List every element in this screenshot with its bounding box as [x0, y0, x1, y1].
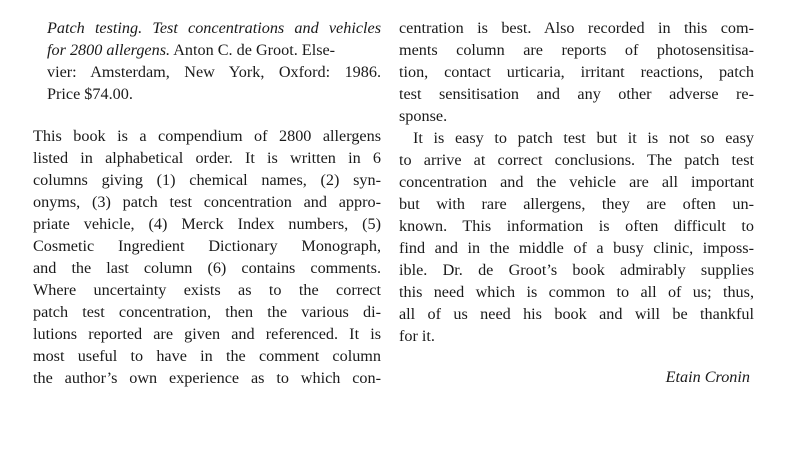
text-line: lutions reported are given and referenced. It is: [33, 325, 381, 343]
left-column: [33, 17, 381, 389]
text-line: listed in alphabetical order. It is written in 6: [33, 149, 381, 167]
book-citation: [33, 17, 381, 105]
citation-line: [33, 17, 381, 39]
text-line: It is easy to patch test but it is not so easy: [413, 129, 754, 147]
text-line: the author’s own experience as to which con-: [33, 369, 381, 387]
text-line: centration is best. Also recorded in this com-: [399, 19, 754, 37]
text-line: This book is a compendium of 2800 allergens: [33, 127, 381, 145]
text-line: to arrive at correct conclusions. The patch test: [399, 151, 754, 169]
text-line: columns giving (1) chemical names, (2) syn-: [33, 171, 381, 189]
text-line: concentration and the vehicle are all important: [399, 173, 754, 191]
text-line: Where uncertainty exists as to the correct: [33, 281, 381, 299]
book-title: for 2800 allergens.: [47, 41, 171, 59]
text-line: ible. Dr. de Groot’s book admirably supplies: [399, 261, 754, 279]
text-line: patch test concentration, then the various di-: [33, 303, 381, 321]
review-paragraph-1: [33, 125, 381, 389]
right-column: [399, 17, 754, 388]
book-title: Patch testing. Test concentrations and vehicles: [47, 19, 381, 37]
review-paragraph-2: [399, 127, 754, 347]
text-line: most useful to have in the comment column: [33, 347, 381, 365]
citation-line: vier: Amsterdam, New York, Oxford: 1986.: [47, 63, 381, 81]
text-line: this need which is common to all of us; thus,: [399, 283, 754, 301]
citation-line: [33, 39, 381, 61]
text-line: and the last column (6) contains comments.: [33, 259, 381, 277]
text-line: ments column are reports of photosensitisa-: [399, 41, 754, 59]
text-line: but with rare allergens, they are often un-: [399, 195, 754, 213]
book-price: Price $74.00.: [47, 85, 133, 103]
text-line: for it.: [399, 327, 435, 345]
text-line: sponse.: [399, 107, 448, 125]
text-line: priate vehicle, (4) Merck Index numbers, (5): [33, 215, 381, 233]
text-line: find and in the middle of a busy clinic, imposs-: [399, 239, 754, 257]
book-author: Anton C. de Groot. Else-: [170, 41, 336, 59]
text-line: Cosmetic Ingredient Dictionary Monograph,: [33, 237, 381, 255]
reviewer-signature: Etain Cronin: [665, 368, 750, 386]
text-line: known. This information is often difficult to: [399, 217, 754, 235]
review-paragraph-1-continued: [399, 17, 754, 127]
text-line: all of us need his book and will be thankful: [399, 305, 754, 323]
text-line: tion, contact urticaria, irritant reactions, patch: [399, 63, 754, 81]
text-line: test sensitisation and any other adverse re-: [399, 85, 754, 103]
text-line: onyms, (3) patch test concentration and appro-: [33, 193, 381, 211]
